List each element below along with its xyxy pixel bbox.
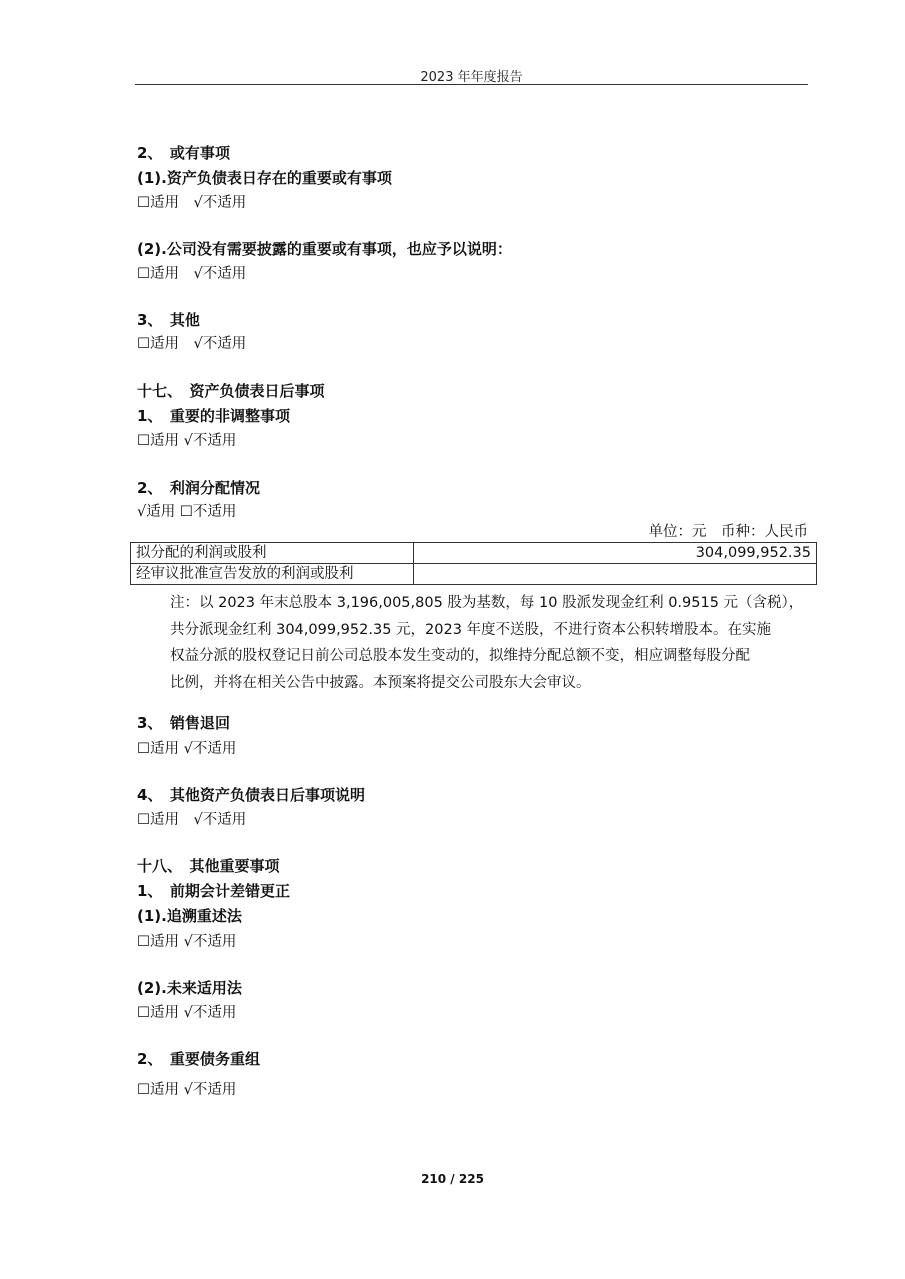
table-row	[131, 543, 817, 564]
applicability-option: ☐适用 √不适用	[137, 934, 237, 950]
section-heading: (2).未来适用法	[137, 979, 242, 997]
applicability-option: ☐适用 √不适用	[137, 266, 247, 282]
applicability-option: ☐适用 √不适用	[137, 741, 237, 757]
applicability-option: ☐适用 √不适用	[137, 433, 237, 449]
applicability-option: ☐适用 √不适用	[137, 336, 247, 352]
applicability-option: ☐适用 √不适用	[137, 1005, 237, 1021]
table-cell-value: 304,099,952.35	[414, 543, 817, 564]
unit-currency-label: 单位：元 币种：人民币	[648, 524, 808, 540]
section-heading: 十七、 资产负债表日后事项	[137, 382, 325, 400]
table-cell-value	[414, 564, 817, 585]
distribution-note	[170, 590, 810, 696]
section-heading: 1、 前期会计差错更正	[137, 882, 290, 900]
note-line: 比例，并将在相关公告中披露。本预案将提交公司股东大会审议。	[170, 674, 591, 691]
section-heading: 1、 重要的非调整事项	[137, 407, 290, 425]
section-heading: 2、 利润分配情况	[137, 479, 260, 497]
note-line: 权益分派的股权登记日前公司总股本发生变动的，拟维持分配总额不变，相应调整每股分配	[170, 648, 750, 664]
applicability-option: ☐适用 √不适用	[137, 812, 247, 828]
profit-distribution-table	[130, 542, 817, 585]
header-divider	[135, 84, 808, 85]
table-cell-label: 经审议批准宣告发放的利润或股利	[131, 564, 414, 585]
note-line: 注：以 2023 年末总股本 3,196,005,805 股为基数，每 10 股派发现金红利 0.9515 元（含税），	[170, 595, 804, 611]
table-cell-label: 拟分配的利润或股利	[131, 543, 414, 564]
page-header: 2023 年年度报告	[420, 70, 523, 85]
section-heading: (1).追溯重述法	[137, 907, 242, 925]
applicability-option: ☐适用 √不适用	[137, 195, 247, 211]
section-heading: (2).公司没有需要披露的重要或有事项，也应予以说明：	[137, 240, 512, 258]
section-heading: 3、 销售退回	[137, 714, 230, 732]
note-line: 共分派现金红利 304,099,952.35 元，2023 年度不送股，不进行资本公积转增股本。在实施	[170, 621, 772, 638]
section-heading: 十八、 其他重要事项	[137, 857, 280, 875]
applicability-option: ☐适用 √不适用	[137, 1082, 237, 1098]
section-heading: 2、 重要债务重组	[137, 1050, 260, 1068]
section-heading: 3、 其他	[137, 311, 200, 329]
section-heading: 2、 或有事项	[137, 144, 230, 162]
section-heading: (1).资产负债表日存在的重要或有事项	[137, 169, 392, 187]
applicability-option: √适用 ☐不适用	[137, 504, 237, 520]
page-number: 210 / 225	[421, 1172, 484, 1186]
section-heading: 4、 其他资产负债表日后事项说明	[137, 786, 365, 804]
table-row	[131, 564, 817, 585]
